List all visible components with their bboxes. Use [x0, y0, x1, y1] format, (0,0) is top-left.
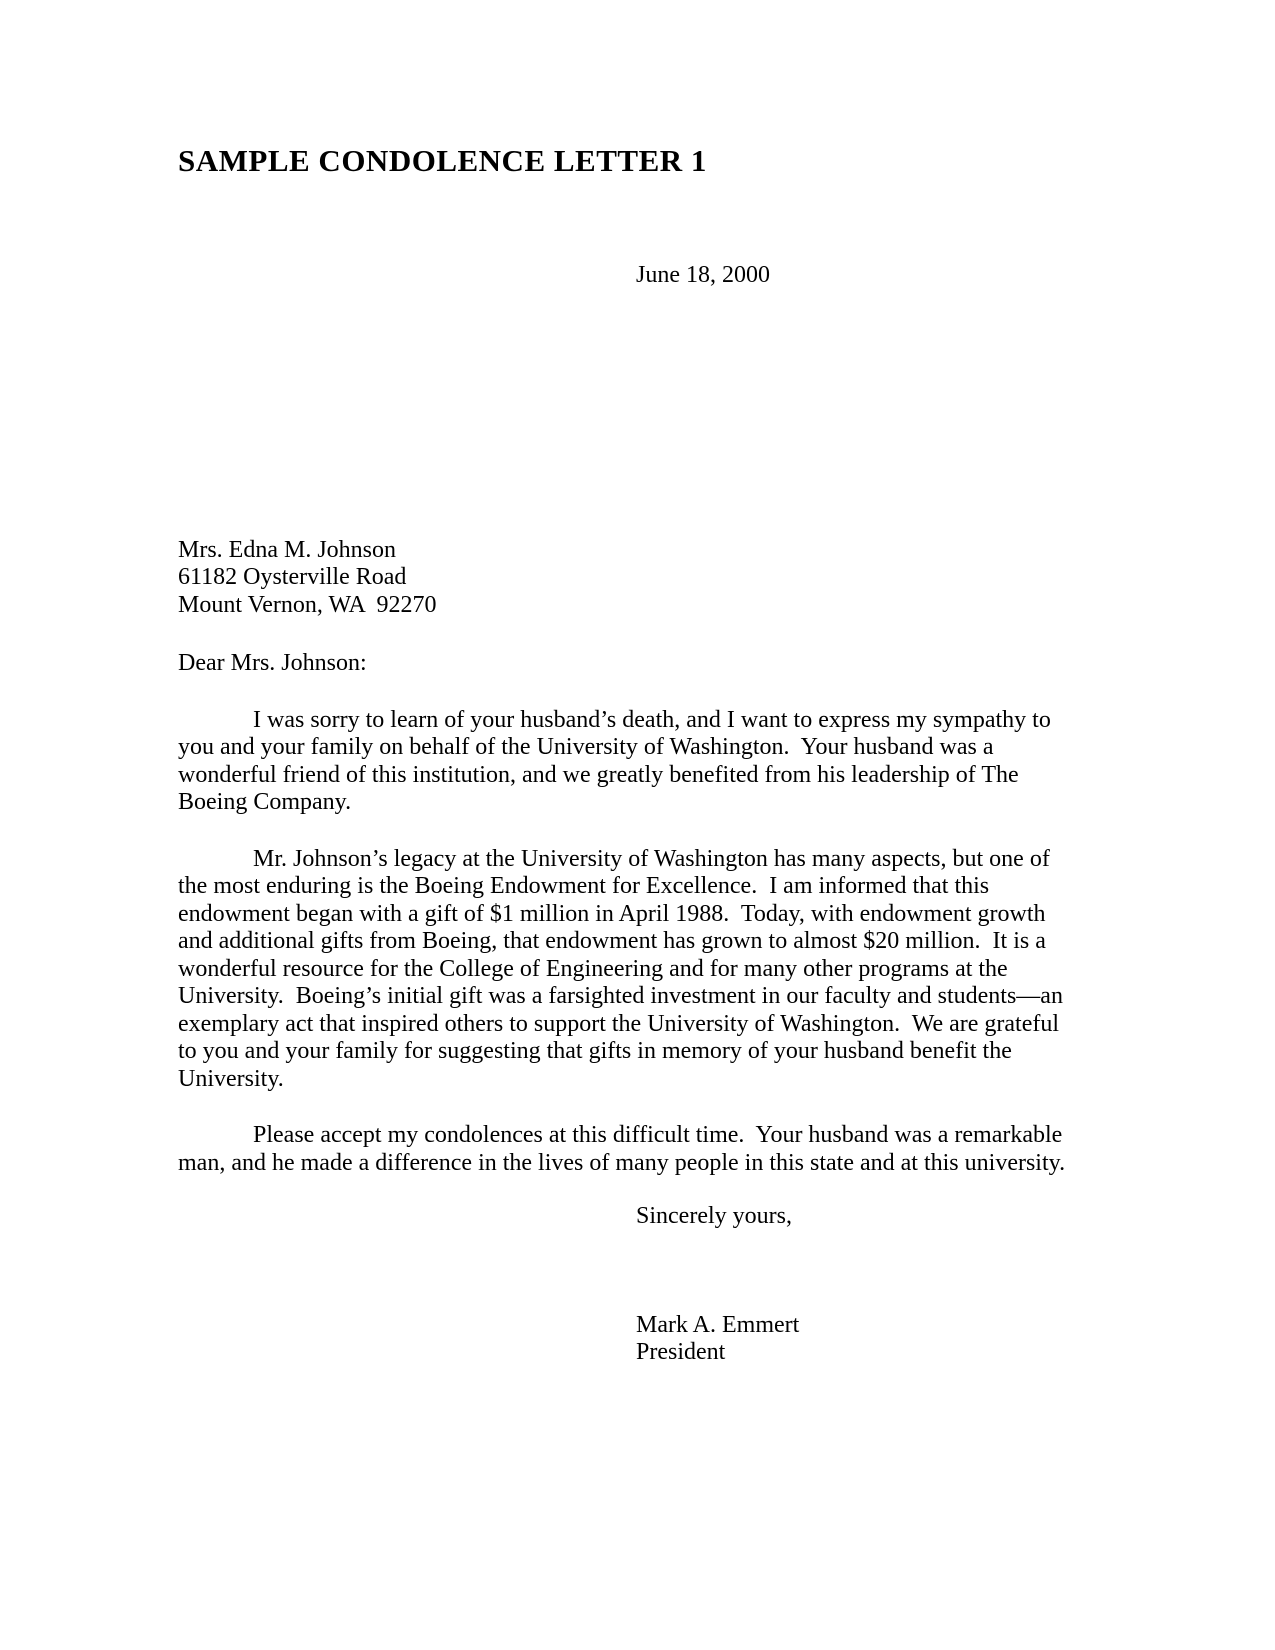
salutation: Dear Mrs. Johnson:: [178, 650, 367, 676]
signature-title: President: [636, 1339, 726, 1365]
signature-name: Mark A. Emmert: [636, 1311, 800, 1338]
recipient-city-state-zip: Mount Vernon, WA 92270: [178, 591, 437, 618]
letter-date: June 18, 2000: [636, 262, 770, 288]
recipient-address-block: [178, 537, 1275, 620]
document-title: SAMPLE CONDOLENCE LETTER 1: [178, 143, 707, 178]
recipient-street: 61182 Oysterville Road: [178, 564, 407, 590]
signature-block: [636, 1312, 1275, 1367]
complimentary-closing: Sincerely yours,: [636, 1203, 792, 1229]
body-paragraph-1: I was sorry to learn of your husband’s death, and I want to express my sympathy to you and your family on behalf of the University of Washington. Your husband was a wonderful friend of this institution, and we greatly benefited from his leadership of The Boeing Company.: [178, 706, 1057, 815]
body-paragraph-3: Please accept my condolences at this difficult time. Your husband was a remarkable man, and he made a difference in the lives of many people in this state and at this university.: [178, 1122, 1069, 1176]
body-paragraph-2: Mr. Johnson’s legacy at the University of Washington has many aspects, but one of the most enduring is the Boeing Endowment for Excellence. I am informed that this endowment began with a gift of $1 million in April 1988. Today, with endowment growth and additional gifts from Boeing, that endowment has grown to almost $20 million. It is a wonderful resource for the College of Engineering and for many other programs at the University. Boeing’s initial gift was a farsighted investment in our faculty and students—an exemplary act that inspired others to support the University of Washington. We are grateful to you and your family for suggesting that gifts in memory of your husband benefit the University.: [178, 845, 1069, 1092]
recipient-name: Mrs. Edna M. Johnson: [178, 536, 397, 563]
